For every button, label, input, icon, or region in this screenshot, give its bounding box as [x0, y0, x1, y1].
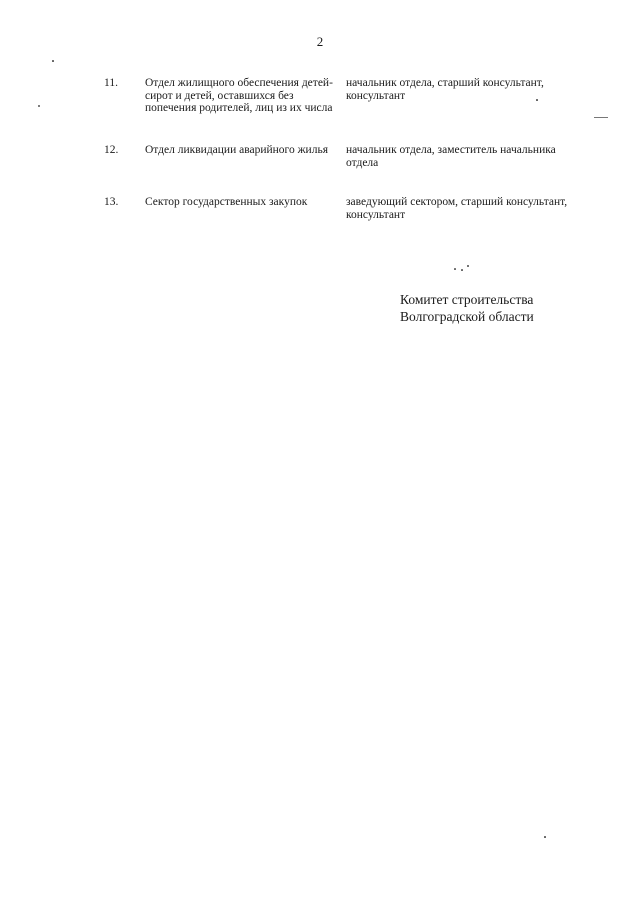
scan-speck — [467, 265, 469, 267]
scan-mark — [594, 117, 608, 118]
position-list: начальник отдела, старший консультант, консультант — [346, 77, 544, 102]
row-number: 11. — [104, 77, 118, 89]
scan-speck — [536, 99, 538, 101]
scan-speck — [544, 836, 546, 838]
position-list: заведующий сектором, старший консультант, консультант — [346, 196, 568, 221]
row-number: 13. — [104, 196, 119, 208]
department-name: Сектор государственных закупок — [145, 196, 308, 208]
signature-line-1: Комитет строительства — [400, 292, 534, 307]
scan-speck — [38, 105, 40, 107]
department-name: Отдел жилищного обеспечения детей-сирот и детей, оставшихся без попечения родителей, лиц из их числа — [145, 77, 333, 114]
position-list: начальник отдела, заместитель начальника отдела — [346, 144, 556, 169]
row-number: 12. — [104, 144, 119, 156]
scan-speck — [454, 268, 456, 270]
department-name: Отдел ликвидации аварийного жилья — [145, 144, 328, 156]
signature-line-2: Волгоградской области — [400, 309, 534, 324]
page-number: 2 — [316, 34, 324, 49]
scan-speck — [52, 60, 54, 62]
scan-speck — [461, 269, 463, 271]
signature-block — [400, 291, 534, 325]
